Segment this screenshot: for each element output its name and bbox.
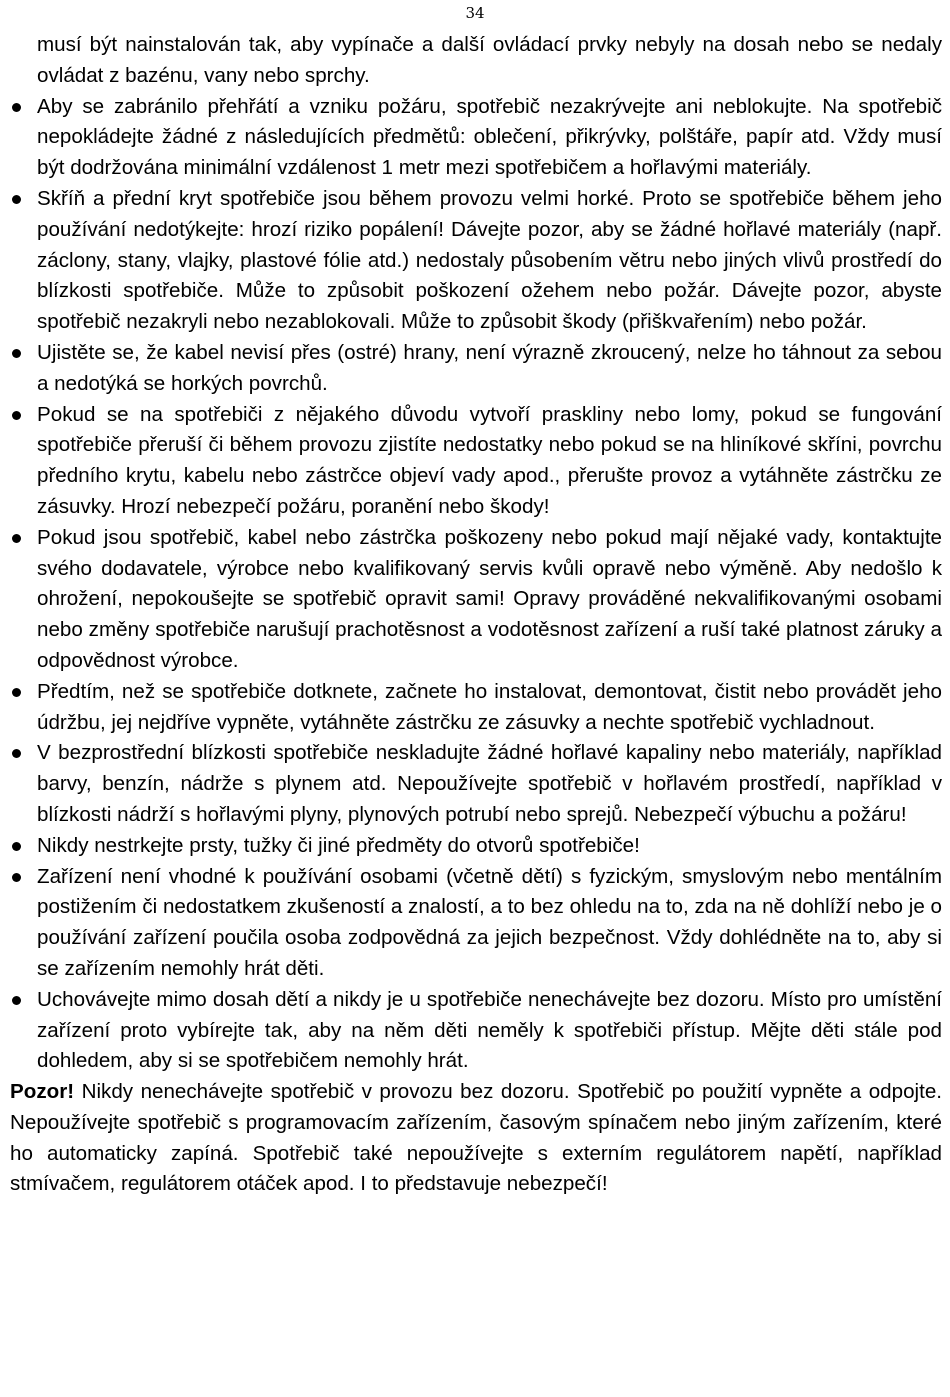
bullet-icon <box>12 996 21 1005</box>
warning-paragraph <box>10 1077 942 1200</box>
bullet-text: Pokud se na spotřebiči z nějakého důvodu vytvoří praskliny nebo lomy, pokud se fungování spotřebiče přeruší či během provozu zjistíte nedostatky nebo pokud se na hliníkové skříni, povrchu předního krytu, kabelu nebo zástrčce objeví vady apod., přerušte provoz a vytáhněte zástrčku ze zásuvky. Hrozí nebezpečí požáru, poranění nebo škody! <box>37 402 942 518</box>
bullet-text: Uchovávejte mimo dosah dětí a nikdy je u spotřebiče nenechávejte bez dozoru. Místo pro umístění zařízení proto vybírejte tak, aby na něm děti neměly k spotřebiči přístup. Mějte děti stále pod dohledem, aby si se spotřebičem nemohly hrát. <box>37 987 942 1073</box>
bullet-text: Pokud jsou spotřebič, kabel nebo zástrčka poškozeny nebo pokud mají nějaké vady, kontaktujte svého dodavatele, výrobce nebo kvalifikovaný servis kvůli opravě nebo výměně. Aby nedošlo k ohrožení, nepokoušejte se spotřebič opravit sami! Opravy prováděné nekvalifikovanými osobami nebo změny spotřebiče narušují prachotěsnost a vodotěsnost zařízení a ruší také platnost záruky a odpovědnost výrobce. <box>37 525 942 672</box>
bullet-icon <box>12 749 21 758</box>
bullet-item <box>10 523 942 677</box>
bullet-item <box>10 184 942 338</box>
bullet-icon <box>12 873 21 882</box>
bullet-text: Předtím, než se spotřebiče dotknete, začnete ho instalovat, demontovat, čistit nebo provádět jeho údržbu, jej nejdříve vypněte, vytáhněte zástrčku ze zásuvky a nechte spotřebič vychladnout. <box>37 679 942 734</box>
bullet-item <box>10 738 942 830</box>
bullet-text: Aby se zabránilo přehřátí a vzniku požáru, spotřebič nezakrývejte ani neblokujte. Na spotřebič nepokládejte žádné z následujících předmětů: oblečení, přikrývky, polštáře, papír atd. Vždy musí být dodržována minimální vzdálenost 1 metr mezi spotřebičem a hořlavými materiály. <box>37 94 942 180</box>
intro-paragraph: musí být nainstalován tak, aby vypínače a další ovládací prvky nebyly na dosah nebo se nedaly ovládat z bazénu, vany nebo sprchy. <box>37 33 942 87</box>
bullet-item <box>10 831 942 862</box>
bullet-item <box>10 338 942 400</box>
bullet-text: V bezprostřední blízkosti spotřebiče neskladujte žádné hořlavé kapaliny nebo materiály, například barvy, benzín, nádrže s plynem atd. Nepoužívejte spotřebič v hořlavém prostředí, například v blízkosti nádrží s hořlavými plyny, plynových potrubí nebo sprejů. Nebezpečí výbuchu a požáru! <box>37 741 942 826</box>
bullet-icon <box>12 842 21 851</box>
bullet-text: Ujistěte se, že kabel nevisí přes (ostré) hrany, není výrazně zkroucený, nelze ho táhnout za sebou a nedotýká se horkých povrchů. <box>37 340 942 395</box>
warning-text: Nikdy nenechávejte spotřebič v provozu bez dozoru. Spotřebič po použití vypněte a odpojte. Nepoužívejte spotřebič s programovacím zařízením, časovým spínačem nebo jiným zařízením, které ho automaticky zapíná. Spotřebič také nepoužívejte s externím regulátorem napětí, například stmívačem, regulátorem otáček apod. I to představuje nebezpečí! <box>10 1080 942 1196</box>
document-body <box>10 30 942 1200</box>
page-number: 34 <box>465 4 485 22</box>
bullet-text: Zařízení není vhodné k používání osobami (včetně dětí) s fyzickým, smyslovým nebo mentálním postižením či nedostatkem zkušeností a znalostí, a to bez ohledu na to, zda na ně dohlíží nebo je o používání zařízení poučila osoba zodpovědná za jejich bezpečnost. Vždy dohlédněte na to, aby si se zařízením nemohly hrát děti. <box>37 864 942 980</box>
bullet-text: Skříň a přední kryt spotřebiče jsou během provozu velmi horké. Proto se spotřebiče během jeho používání nedotýkejte: hrozí riziko popálení! Dávejte pozor, aby se žádné hořlavé materiály (např. záclony, stany, vlajky, plastové fólie atd.) nedostaly působením větru nebo jiných vlivů prostředí do blízkosti spotřebiče. Může to způsobit poškození ožehem nebo požár. Dávejte pozor, abyste spotřebič nezakryli nebo nezablokovali. Může to způsobit škody (přiškvařením) nebo požár. <box>37 186 942 334</box>
bullet-icon <box>12 349 21 358</box>
warning-label: Pozor! <box>10 1080 75 1104</box>
bullet-item <box>10 985 942 1077</box>
bullet-item <box>10 677 942 739</box>
bullet-icon <box>12 688 21 697</box>
safety-bullet-list <box>10 92 942 1078</box>
bullet-icon <box>12 103 21 112</box>
bullet-text: Nikdy nestrkejte prsty, tužky či jiné předměty do otvorů spotřebiče! <box>37 833 640 857</box>
bullet-icon <box>12 195 21 204</box>
bullet-item <box>10 862 942 985</box>
bullet-icon <box>12 534 21 543</box>
bullet-item <box>10 92 942 184</box>
bullet-icon <box>12 411 21 420</box>
bullet-item <box>10 400 942 523</box>
